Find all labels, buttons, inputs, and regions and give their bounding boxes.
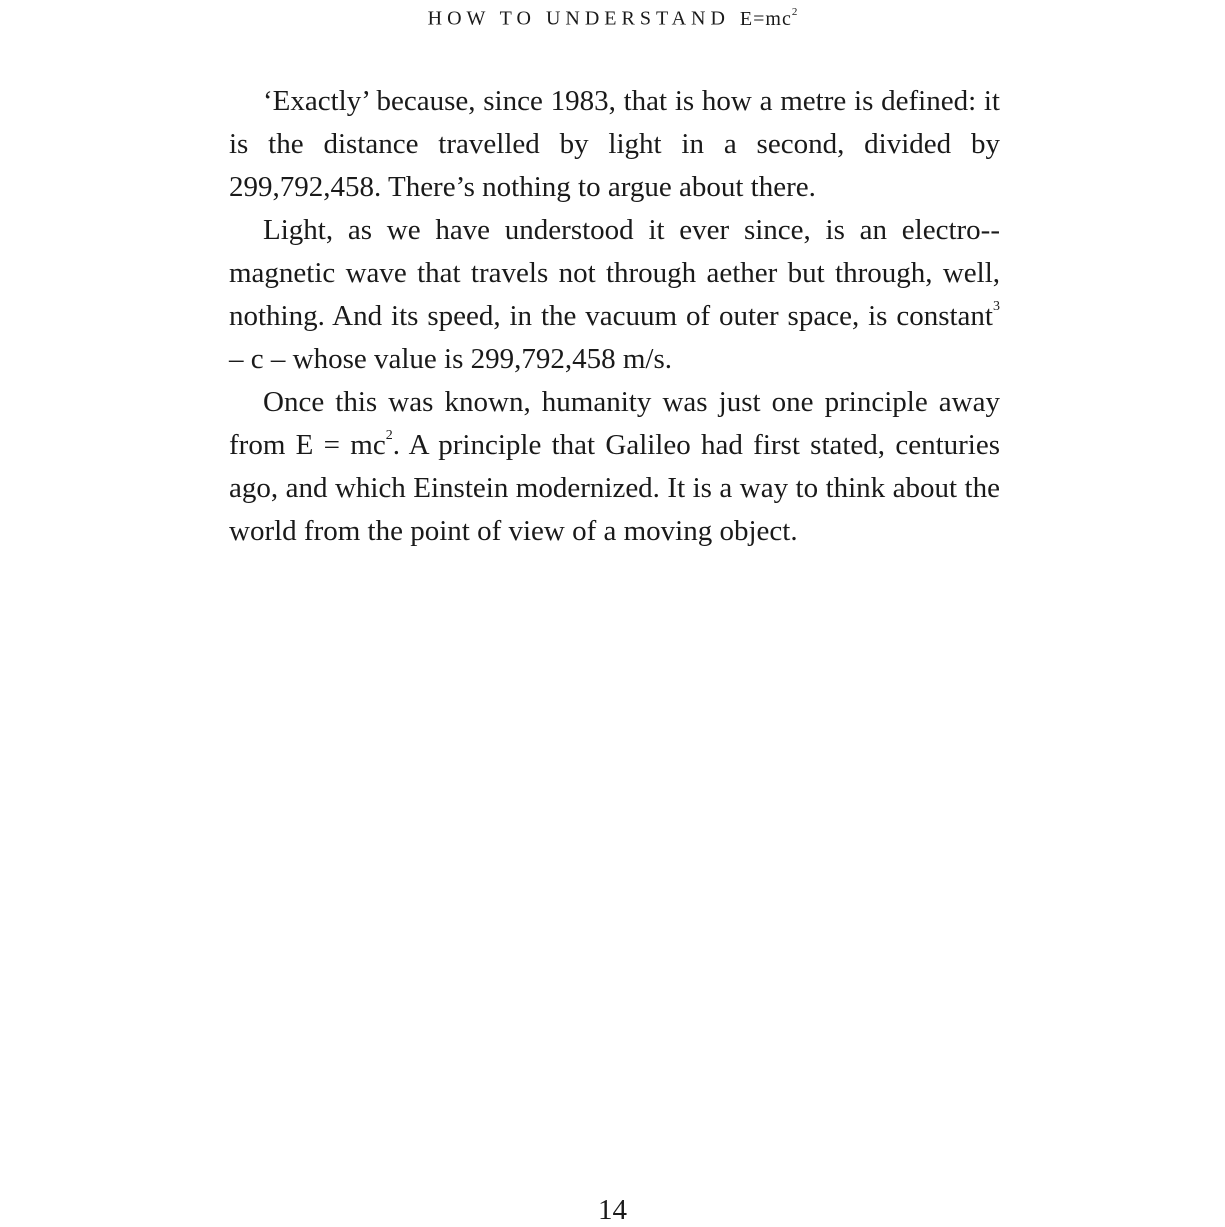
paragraph-3-text-after: . A principle that Galileo had first stated, centuries ago, and which Einstein modernized. It is a way to think about the world from the point of view of a moving object. <box>229 429 1001 547</box>
footnote-marker: 3 <box>993 299 1000 315</box>
body-text <box>229 80 1000 553</box>
paragraph-2 <box>229 209 1000 381</box>
paragraph-2-text-after: – c – whose value is 299,792,458 m/s. <box>229 343 673 375</box>
running-head-formula-base: E=mc <box>739 7 792 30</box>
paragraph-3-text-before: Once this was known, humanity was just one principle away from E = mc <box>229 386 1000 461</box>
exponent: 2 <box>385 428 393 444</box>
running-head-title: HOW TO UNDERSTAND <box>427 7 730 30</box>
paragraph-2-text-before: Light, as we have understood it ever since, is an electro-magnetic wave that travels not through aether but through, well, nothing. And its speed, in the vacuum of outer space, is constant <box>229 214 1000 332</box>
running-head <box>0 2 1225 31</box>
page-number: 14 <box>598 1194 627 1226</box>
paragraph-3 <box>229 381 1000 553</box>
running-head-formula-exponent: 2 <box>791 6 798 18</box>
running-head-formula <box>740 8 797 30</box>
paragraph-1: ‘Exactly’ because, since 1983, that is how a metre is defined: it is the distance travelled by light in a second, divided by 299,792,458. There’s nothing to argue about there. <box>229 85 1000 203</box>
